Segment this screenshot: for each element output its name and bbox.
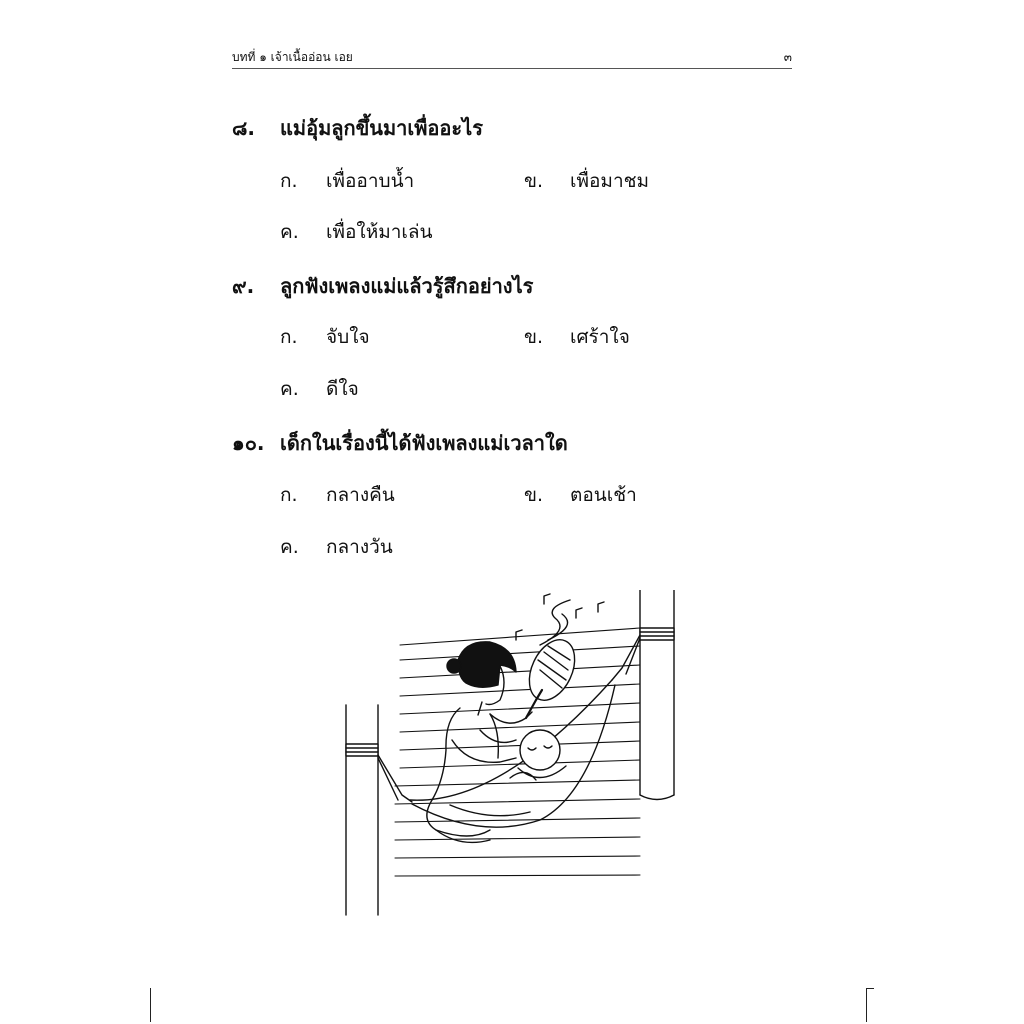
hammock-icon xyxy=(410,680,615,827)
right-post-icon xyxy=(640,590,674,800)
baby-icon xyxy=(510,730,566,780)
crop-mark-left xyxy=(150,988,151,1022)
option-text: เพื่อให้มาเล่น xyxy=(326,221,433,243)
music-notes-icon xyxy=(516,594,604,645)
question-9-option-b xyxy=(524,322,630,352)
question-10-option-b xyxy=(524,480,637,510)
option-label: ค. xyxy=(280,221,299,243)
option-text: เพื่ออาบน้ำ xyxy=(326,170,415,192)
question-8-option-b xyxy=(524,166,649,196)
option-text: กลางวัน xyxy=(326,536,393,558)
crop-mark-right-tick xyxy=(866,988,874,989)
question-9 xyxy=(232,270,533,302)
hand-fan-icon xyxy=(520,633,583,718)
question-number: ๑๐. xyxy=(232,431,265,455)
running-header xyxy=(232,48,792,69)
crop-mark-right xyxy=(866,988,867,1022)
question-9-option-c xyxy=(280,374,359,404)
wall-slats-icon xyxy=(395,628,640,876)
question-9-option-a xyxy=(280,322,370,352)
option-text: ดีใจ xyxy=(326,378,359,400)
option-text: กลางคืน xyxy=(326,484,395,506)
option-text: เพื่อมาชม xyxy=(570,170,650,192)
mother-fanning-baby-in-hammock-illustration xyxy=(340,590,680,920)
question-number: ๙. xyxy=(232,274,255,298)
question-10-option-a xyxy=(280,480,395,510)
option-label: ข. xyxy=(524,484,544,506)
left-post-icon xyxy=(346,705,378,915)
option-label: ค. xyxy=(280,536,299,558)
question-10 xyxy=(232,427,568,459)
option-text: ตอนเช้า xyxy=(570,484,637,506)
option-text: เศร้าใจ xyxy=(570,326,630,348)
option-label: ข. xyxy=(524,326,544,348)
question-text: แม่อุ้มลูกขึ้นมาเพื่ออะไร xyxy=(280,116,483,140)
option-label: ก. xyxy=(280,170,298,192)
question-8 xyxy=(232,112,483,144)
option-label: ข. xyxy=(524,170,544,192)
question-text: ลูกฟังเพลงแม่แล้วรู้สึกอย่างไร xyxy=(280,274,534,298)
question-text: เด็กในเรื่องนี้ได้ฟังเพลงแม่เวลาใด xyxy=(280,431,568,455)
question-number: ๘. xyxy=(232,116,256,140)
option-label: ค. xyxy=(280,378,299,400)
page-number: ๓ xyxy=(783,50,792,64)
option-label: ก. xyxy=(280,484,298,506)
question-10-option-c xyxy=(280,532,393,562)
question-8-option-a xyxy=(280,166,414,196)
mother-icon xyxy=(427,642,532,843)
chapter-title: บทที่ ๑ เจ้าเนื้ออ่อน เอย xyxy=(232,50,353,64)
option-label: ก. xyxy=(280,326,298,348)
option-text: จับใจ xyxy=(326,326,370,348)
question-8-option-c xyxy=(280,217,433,247)
